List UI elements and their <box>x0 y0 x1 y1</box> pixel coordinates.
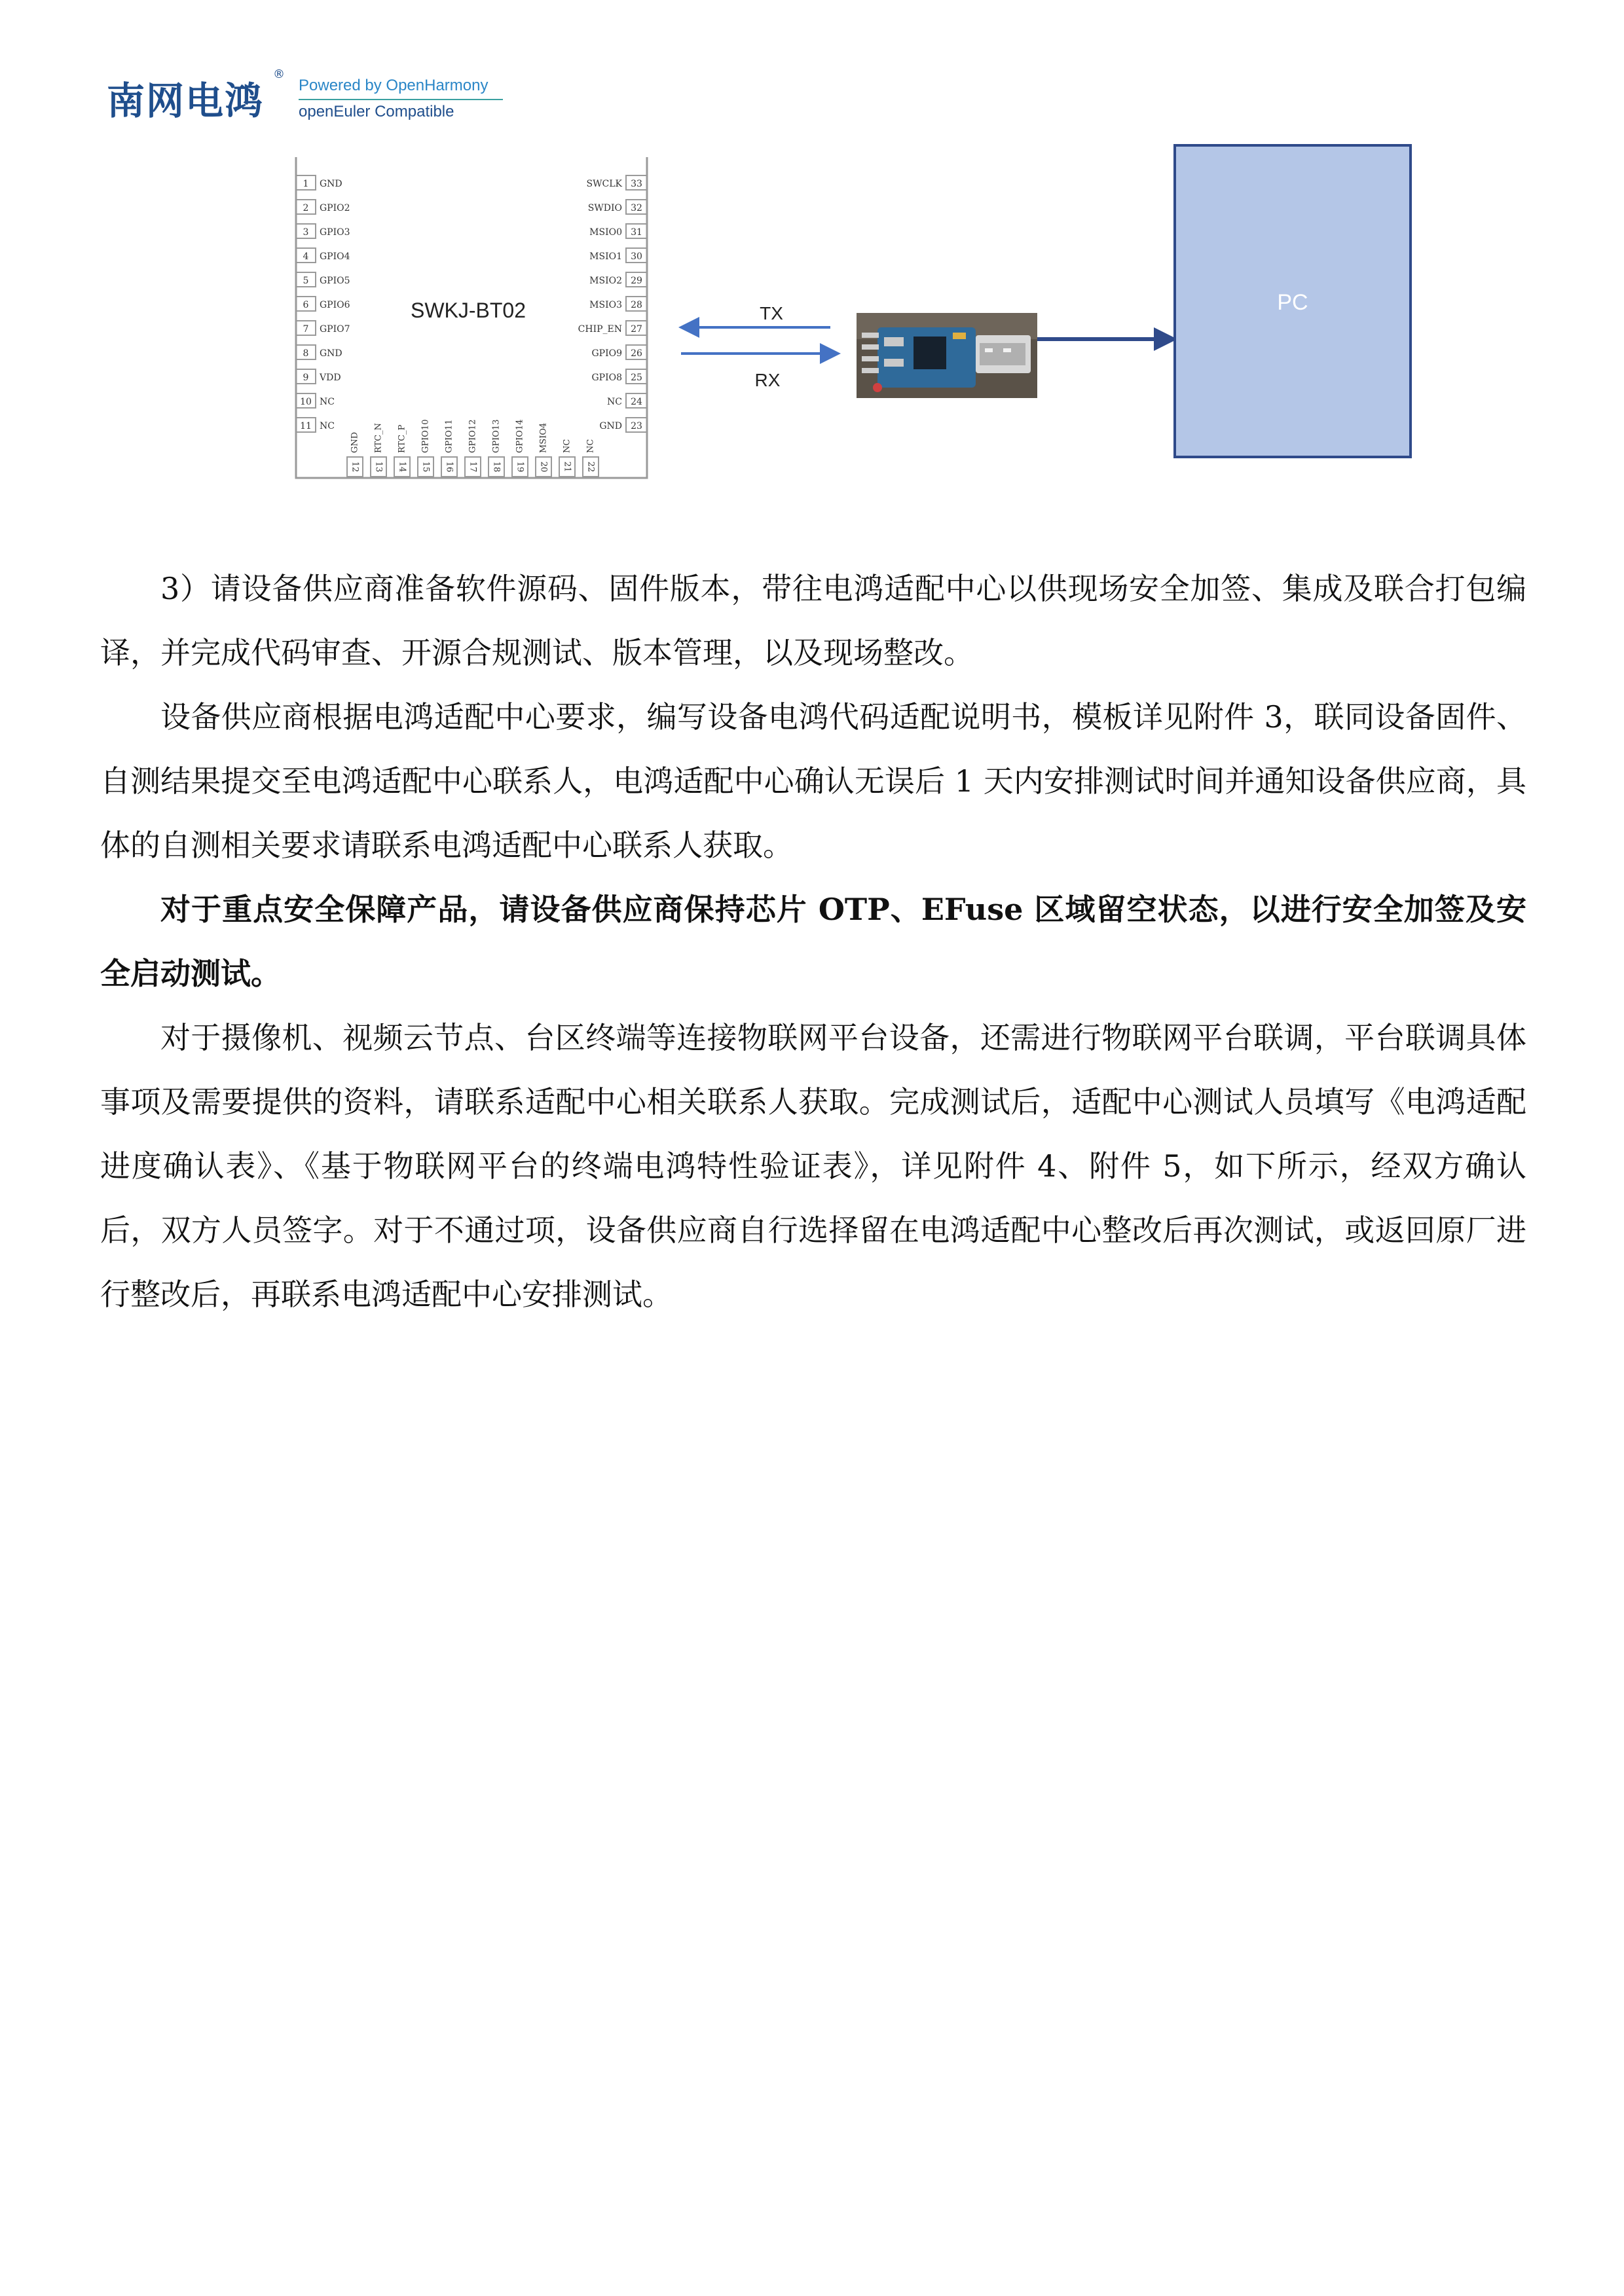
bottom-pin-label: GPIO14 <box>515 419 525 453</box>
usb-ttl-adapter-image <box>857 313 1037 398</box>
svg-text:15: 15 <box>420 461 431 473</box>
left-pin <box>296 175 342 190</box>
right-pin-label: GND <box>599 421 622 431</box>
svg-text:13: 13 <box>373 461 384 473</box>
left-pin <box>296 200 350 214</box>
svg-text:26: 26 <box>631 348 642 359</box>
svg-text:23: 23 <box>631 421 642 431</box>
bottom-pin-label: RTC_N <box>373 422 384 453</box>
bottom-pin <box>441 420 457 477</box>
svg-text:14: 14 <box>397 461 407 473</box>
bottom-pin-label: GPIO11 <box>444 419 454 453</box>
bottom-pin-label: GPIO13 <box>491 419 502 453</box>
svg-text:12: 12 <box>350 461 360 473</box>
svg-text:1: 1 <box>303 179 309 189</box>
bottom-pin <box>489 420 504 477</box>
left-pin <box>296 418 335 432</box>
bottom-pin-label: NC <box>585 439 596 453</box>
svg-text:8: 8 <box>303 348 309 359</box>
right-pin <box>591 345 647 359</box>
svg-text:5: 5 <box>303 276 309 286</box>
bottom-pin-row <box>347 420 599 477</box>
paragraph-adaptation-manual: 设备供应商根据电鸿适配中心要求，编写设备电鸿代码适配说明书，模板详见附件 3，联同设备固件、自测结果提交至电鸿适配中心联系人，电鸿适配中心确认无误后 1 天内安排测试时间并通知设备供应商，具体的自测相关要求请联系电鸿适配中心联系人获取。 <box>100 699 1526 863</box>
svg-text:2: 2 <box>303 203 309 213</box>
bottom-pin <box>394 424 410 477</box>
right-pin-column <box>578 175 647 432</box>
svg-text:25: 25 <box>631 373 642 383</box>
left-pin-label: GND <box>320 179 342 189</box>
paragraph-security-products: 对于重点安全保障产品，请设备供应商保持芯片 OTP、EFuse 区域留空状态，以进行安全加签及安全启动测试。 <box>100 892 1526 991</box>
left-pin <box>296 393 335 408</box>
pc-label: PC <box>1277 290 1308 315</box>
right-pin <box>589 248 647 263</box>
logo-powered-by: Powered by OpenHarmony <box>299 77 489 94</box>
left-pin-label: GND <box>320 348 342 359</box>
right-pin <box>607 393 647 408</box>
bottom-pin <box>536 423 551 477</box>
left-pin-label: GPIO6 <box>320 300 350 310</box>
bottom-pin <box>512 420 528 477</box>
logo-compatible: openEuler Compatible <box>299 103 454 120</box>
bottom-pin <box>371 423 386 477</box>
left-pin-label: GPIO2 <box>320 203 350 213</box>
bottom-pin <box>418 420 434 477</box>
svg-text:28: 28 <box>631 300 642 310</box>
bottom-pin <box>559 439 575 477</box>
paragraph-source-code: 3）请设备供应商准备软件源码、固件版本，带往电鸿适配中心以供现场安全加签、集成及联合打包编译，并完成代码审查、开源合规测试、版本管理，以及现场整改。 <box>100 571 1526 670</box>
right-pin <box>587 175 647 190</box>
left-pin-label: NC <box>320 397 335 407</box>
right-pin-label: SWDIO <box>587 203 622 213</box>
svg-text:33: 33 <box>631 179 642 189</box>
left-pin <box>296 297 350 311</box>
tx-label: TX <box>760 303 783 323</box>
left-pin <box>296 224 350 238</box>
svg-text:22: 22 <box>585 461 596 473</box>
bottom-pin <box>347 432 363 477</box>
svg-text:29: 29 <box>631 276 642 286</box>
bottom-pin <box>583 439 599 477</box>
svg-text:24: 24 <box>631 397 642 407</box>
logo-registered-mark: ® <box>273 67 285 81</box>
left-pin-column <box>296 175 350 432</box>
left-pin <box>296 248 350 263</box>
svg-text:18: 18 <box>491 461 502 473</box>
right-pin <box>591 369 647 384</box>
bottom-pin-label: GND <box>350 431 360 453</box>
right-pin-label: GPIO8 <box>591 373 622 383</box>
document-body <box>100 556 1526 1326</box>
bottom-pin-label: RTC_P <box>397 424 407 453</box>
paragraph-iot-platform: 对于摄像机、视频云节点、台区终端等连接物联网平台设备，还需进行物联网平台联调，平台联调具体事项及需要提供的资料，请联系适配中心相关联系人获取。完成测试后，适配中心测试人员填写《电鸿适配进度确认表》、《基于物联网平台的终端电鸿特性验证表》，详见附件 4、附件 5，如下所示，经双方确认后，双方人员签字。对于不通过项，设备供应商自行选择留在电鸿适配中心整改后再次测试，或返回原厂进行整改后，再联系电鸿适配中心安排测试。 <box>100 1020 1526 1312</box>
svg-text:21: 21 <box>562 461 572 473</box>
bottom-pin <box>465 420 481 477</box>
svg-text:6: 6 <box>303 300 309 310</box>
right-pin <box>599 418 647 432</box>
bottom-pin-label: GPIO12 <box>468 419 478 453</box>
right-pin-label: GPIO9 <box>591 348 622 359</box>
rx-label: RX <box>754 370 781 390</box>
right-pin <box>589 224 647 238</box>
svg-text:27: 27 <box>631 324 642 335</box>
svg-text:7: 7 <box>303 324 309 335</box>
right-pin-label: MSIO0 <box>589 227 622 238</box>
module-name-label: SWKJ-BT02 <box>410 299 526 322</box>
svg-text:3: 3 <box>303 227 309 238</box>
right-pin <box>588 200 647 214</box>
left-pin-label: GPIO3 <box>320 227 350 238</box>
left-pin <box>296 369 341 384</box>
right-pin <box>589 297 647 311</box>
left-pin <box>296 345 342 359</box>
bottom-pin-label: NC <box>562 439 572 453</box>
right-pin-label: MSIO2 <box>589 276 622 286</box>
left-pin <box>296 321 350 335</box>
svg-text:9: 9 <box>303 373 309 383</box>
right-pin-label: CHIP_EN <box>578 324 622 335</box>
svg-text:10: 10 <box>300 397 312 407</box>
left-pin-label: GPIO4 <box>320 251 350 262</box>
left-pin <box>296 272 350 287</box>
svg-text:20: 20 <box>538 461 549 473</box>
svg-text:16: 16 <box>444 461 454 473</box>
right-pin <box>589 272 647 287</box>
bottom-pin-label: GPIO10 <box>420 419 431 453</box>
left-pin-label: GPIO5 <box>320 276 350 286</box>
right-pin-label: SWCLK <box>586 179 622 189</box>
svg-text:17: 17 <box>468 461 478 473</box>
right-pin-label: NC <box>607 397 622 407</box>
right-pin-label: MSIO1 <box>589 251 622 262</box>
left-pin-label: VDD <box>320 373 341 383</box>
logo-chinese-name: 南网电鸿 <box>107 79 265 123</box>
right-pin-label: MSIO3 <box>589 300 622 310</box>
left-pin-label: GPIO7 <box>320 324 350 335</box>
svg-text:30: 30 <box>631 251 642 262</box>
svg-text:31: 31 <box>631 227 642 238</box>
right-pin <box>578 321 647 335</box>
connection-diagram <box>0 0 1624 511</box>
svg-text:4: 4 <box>303 251 309 262</box>
left-pin-label: NC <box>320 421 335 431</box>
svg-text:19: 19 <box>515 461 525 473</box>
svg-text:32: 32 <box>631 203 642 213</box>
bottom-pin-label: MSIO4 <box>538 422 549 453</box>
svg-text:11: 11 <box>300 421 312 431</box>
